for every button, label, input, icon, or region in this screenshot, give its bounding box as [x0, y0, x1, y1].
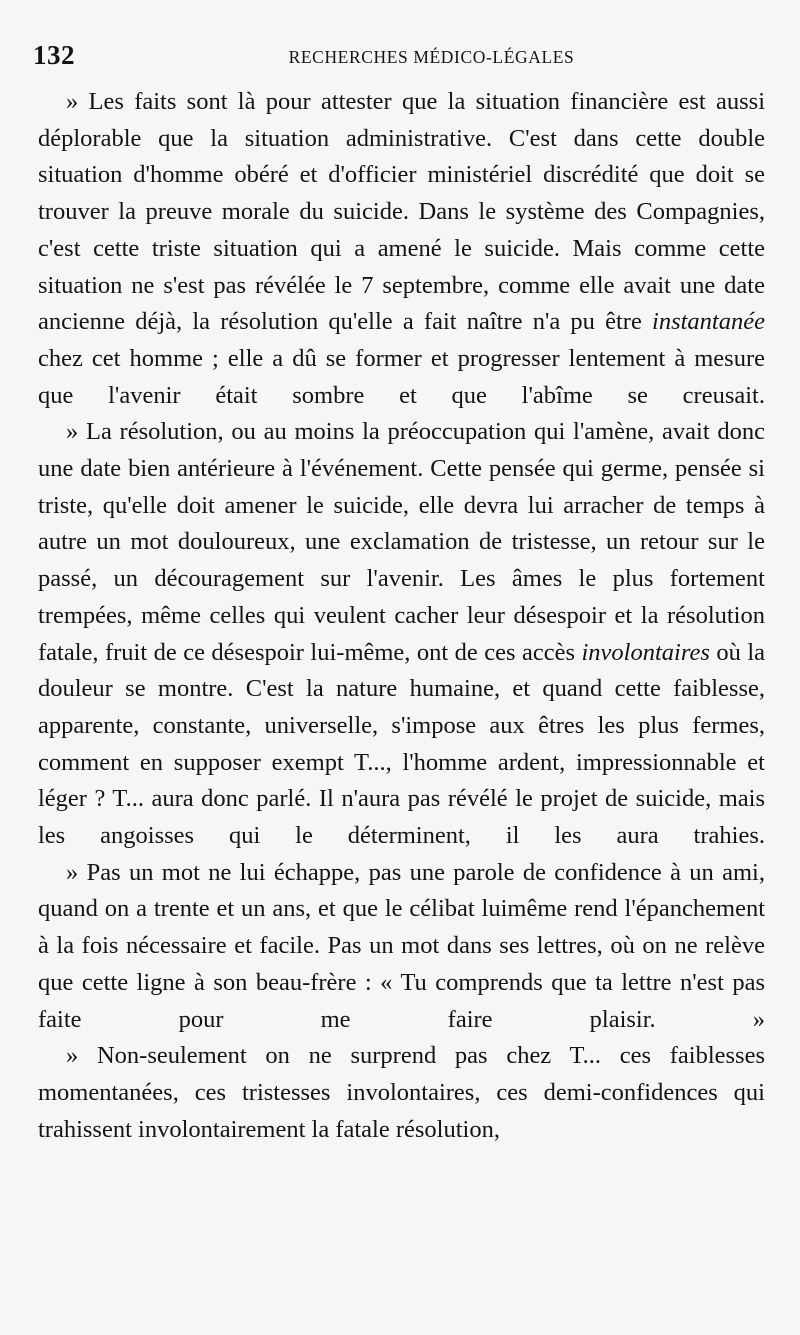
paragraph-3: » Pas un mot ne lui échappe, pas une parole de confidence à un ami, quand on a trente et un ans, et que le célibat luimême rend l'épanchement à la fois nécessaire et facile. Pas un mot dans ses lettres, où on ne relève que cette ligne à son beau-frère : « Tu comprends que ta lettre n'est pas faite pour me faire plaisir. »: [38, 858, 765, 1033]
paragraph-2: » La résolution, ou au moins la préoccupation qui l'amène, avait donc une date bien antérieure à l'événement. Cette pensée qui germe, pensée si triste, qu'elle doit amener le suicide, elle devra lui arracher de temps à autre un mot douloureux, une exclamation de tristesse, un retour sur le passé, un découragement sur l'avenir. Les âmes le plus fortement trempées, même celles qui veulent cacher leur désespoir et la résolution fatale, fruit de ce désespoir lui-même, ont de ces accès involontaires où la douleur se montre. C'est la nature humaine, et quand cette faiblesse, apparente, constante, universelle, s'impose aux êtres les plus fermes, comment en supposer exempt T..., l'homme ardent, impressionnable et léger ? T... aura donc parlé. Il n'aura pas révélé le projet de suicide, mais les angoisses qui le déterminent, il les aura trahies.: [38, 418, 765, 850]
italic-term: involontaires: [581, 638, 710, 666]
paragraph-1: » Les faits sont là pour attester que la situation financière est aussi déplorable que la situation administrative. C'est dans cette double situation d'homme obéré et d'officier ministériel discrédité que doit se trouver la preuve morale du suicide. Dans le système des Compagnies, c'est cette triste situation qui a amené le suicide. Mais comme cette situation ne s'est pas révélée le 7 septembre, comme elle avait une date ancienne déjà, la résolution qu'elle a fait naître n'a pu être instantanée chez cet homme ; elle a dû se former et progresser lentement à mesure que l'avenir était sombre et que l'abîme se creusait.: [38, 88, 765, 409]
page-number: 132: [33, 40, 75, 70]
paragraph-4: » Non-seulement on ne surprend pas chez T... ces faiblesses momentanées, ces tristesses involontaires, ces demi-confidences qui trahissent involontairement la fatale résolution,: [38, 1042, 765, 1143]
page-header: [33, 40, 770, 74]
italic-term: instantanée: [652, 308, 765, 336]
body-text: [38, 84, 765, 1148]
running-head: RECHERCHES MÉDICO-LÉGALES: [288, 47, 575, 67]
